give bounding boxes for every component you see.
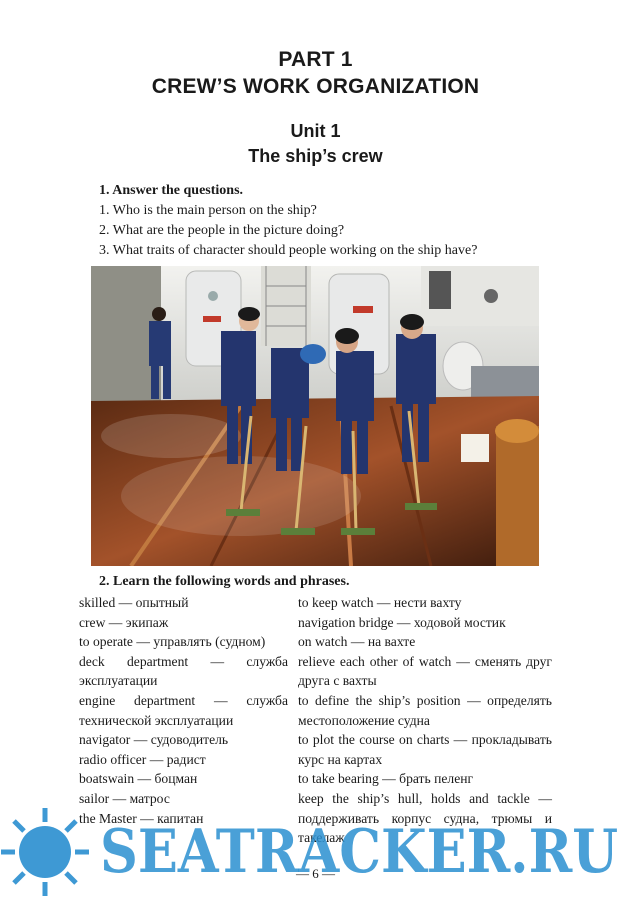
vocab-entry: to define the ship’s position — определять местоположение судна <box>298 692 552 728</box>
unit-title: The ship’s crew <box>248 146 383 166</box>
question-2: 2. What are the people in the picture doing? <box>99 223 345 238</box>
crew-cleaning-deck-photo <box>91 266 539 566</box>
vocab-entry: radio officer — радист <box>79 751 206 767</box>
vocab-entry: boatswain — боцман <box>79 771 198 787</box>
vocab-entry: sailor — матрос <box>79 790 170 806</box>
vocab-entry: engine department — служба технической эксплуатации <box>79 692 288 728</box>
vocab-entry: navigator — судоводитель <box>79 732 229 748</box>
vocab-entry: keep the ship’s hull, holds and tackle — поддерживать корпус судна, трюмы и такелаж <box>298 790 552 846</box>
part-number: PART 1 <box>278 48 353 71</box>
vocab-entry: navigation bridge — ходовой мостик <box>298 614 506 630</box>
question-3: 3. What traits of character should people working on the ship have? <box>99 243 478 258</box>
task2-heading: 2. Learn the following words and phrases. <box>99 574 350 589</box>
question-1: 1. Who is the main person on the ship? <box>99 203 317 218</box>
vocab-entry: skilled — опытный <box>79 595 189 610</box>
vocabulary-left-column <box>79 593 288 828</box>
vocab-entry: crew — экипаж <box>79 614 169 630</box>
vocab-entry: on watch — на вахте <box>298 634 416 650</box>
vocab-entry: to operate — управлять (судном) <box>79 634 266 650</box>
vocab-entry: the Master — капитан <box>79 810 204 826</box>
vocab-entry: to keep watch — нести вахту <box>298 595 462 610</box>
page-number: — 6 — <box>296 866 335 881</box>
task1-heading: 1. Answer the questions. <box>99 183 244 198</box>
vocab-entry: deck department — служба эксплуатации <box>79 653 288 689</box>
vocab-entry: to take bearing — брать пеленг <box>298 771 474 787</box>
unit-number: Unit 1 <box>290 121 341 141</box>
seatracker-watermark <box>0 800 631 899</box>
vocab-entry: to plot the course on charts — прокладывать курс на картах <box>298 732 552 767</box>
watermark-text: SEATRACKER.RU <box>100 817 618 887</box>
sun-logo-icon <box>1 808 89 896</box>
part-title: CREW’S WORK ORGANIZATION <box>151 75 480 98</box>
vocab-entry: relieve each other of watch — сменять друг друга с вахты <box>298 653 552 689</box>
